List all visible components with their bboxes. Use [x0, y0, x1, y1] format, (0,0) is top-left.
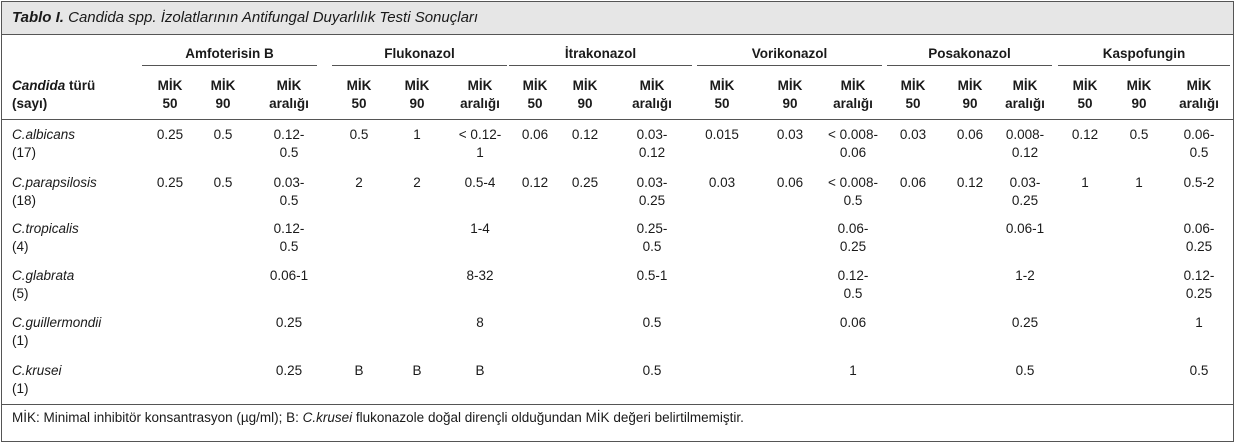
footnote-part1: MİK: Minimal inhibitör konsantrasyon (µg/ml); B:	[12, 410, 303, 425]
sub-header: aralığı	[460, 96, 500, 111]
mik-50-value: 0.25	[156, 127, 184, 142]
mik-range-value: 0.5-1	[636, 268, 668, 283]
mik-range-value: 1-4	[470, 221, 490, 236]
group-header: Kaspofungin	[1102, 46, 1186, 61]
mik-range-value: 0.5	[1189, 363, 1209, 378]
mik-range-value: 1	[849, 363, 857, 378]
mik-range-value: 0.03-	[273, 175, 305, 190]
species-count: (17)	[12, 145, 37, 160]
sub-header: MİK	[346, 78, 372, 93]
group-underline	[332, 65, 507, 66]
mik-range-value: 0.12-	[273, 221, 305, 236]
mik-50-value: B	[354, 363, 364, 378]
group-underline	[509, 65, 692, 66]
mik-range-value: 0.12	[638, 145, 666, 160]
mik-range-value: 0.5	[843, 193, 863, 208]
species-count: (1)	[12, 381, 29, 396]
mik-50-value: 2	[355, 175, 363, 190]
mik-range-value: 0.5	[279, 145, 299, 160]
mik-range-value: 8-32	[466, 268, 494, 283]
footnote-italic: C.krusei	[302, 410, 353, 425]
mik-50-value: 0.06	[521, 127, 549, 142]
species-name: C.glabrata	[12, 268, 75, 283]
mik-range-value: 0.008-	[1005, 127, 1045, 142]
sub-header: 50	[162, 96, 178, 111]
species-count: (5)	[12, 286, 29, 301]
sub-header: MİK	[900, 78, 926, 93]
mik-50-value: 0.03	[708, 175, 736, 190]
mik-range-value: < 0.008-	[828, 175, 878, 190]
mik-range-value: < 0.12-	[458, 127, 502, 142]
sub-header: MİK	[276, 78, 302, 93]
footnote	[12, 410, 744, 425]
title-band	[2, 2, 1233, 35]
sub-header: 90	[1131, 96, 1147, 111]
mik-range-value: 0.5	[642, 239, 662, 254]
group-header: Amfoterisin B	[185, 46, 274, 61]
mik-range-value: 0.5	[1015, 363, 1035, 378]
mik-50-value: 1	[1081, 175, 1089, 190]
mik-range-value: 0.25	[1185, 239, 1213, 254]
mik-90-value: 0.25	[571, 175, 599, 190]
sub-header: MİK	[467, 78, 493, 93]
mik-90-value: 0.06	[956, 127, 984, 142]
sub-header: 90	[215, 96, 231, 111]
mik-range-value: 0.06	[839, 145, 867, 160]
sub-header: aralığı	[1005, 96, 1045, 111]
mik-range-value: 0.03-	[636, 127, 668, 142]
group-underline	[142, 65, 317, 66]
group-header: Vorikonazol	[751, 46, 828, 61]
sub-header: MİK	[639, 78, 665, 93]
sub-header: 50	[1077, 96, 1093, 111]
sub-header: MİK	[840, 78, 866, 93]
mik-range-value: 0.25	[275, 363, 303, 378]
species-name: C.parapsilosis	[12, 175, 97, 190]
species-header-count: (sayı)	[12, 96, 48, 111]
sub-header: MİK	[572, 78, 598, 93]
sub-header: 50	[714, 96, 730, 111]
mik-50-value: 0.015	[705, 127, 739, 142]
mik-90-value: 0.03	[776, 127, 804, 142]
sub-header: MİK	[1012, 78, 1038, 93]
group-underline	[887, 65, 1052, 66]
mik-range-value: 0.25-	[636, 221, 668, 236]
mik-range-value: 1	[1195, 315, 1203, 330]
footnote-part2: flukonazole doğal dirençli olduğundan MİK değeri belirtilmemiştir.	[352, 410, 744, 425]
mik-range-value: 0.5	[279, 193, 299, 208]
header-divider	[2, 119, 1233, 120]
mik-range-value: 0.5	[843, 286, 863, 301]
species-name: C.albicans	[12, 127, 76, 142]
species-name: C.guillermondii	[12, 315, 102, 330]
mik-range-value: < 0.008-	[828, 127, 878, 142]
mik-range-value: 0.25	[1011, 315, 1039, 330]
mik-range-value: 0.06	[839, 315, 867, 330]
mik-range-value: 0.12	[1011, 145, 1039, 160]
group-header: Flukonazol	[384, 46, 455, 61]
sub-header: MİK	[404, 78, 430, 93]
mik-range-value: 0.5	[642, 363, 662, 378]
table-title	[12, 9, 478, 26]
mik-50-value: 0.03	[899, 127, 927, 142]
mik-90-value: 0.12	[956, 175, 984, 190]
mik-range-value: 0.12-	[273, 127, 305, 142]
mik-range-value: 8	[476, 315, 484, 330]
sub-header: MİK	[957, 78, 983, 93]
mik-90-value: 2	[413, 175, 421, 190]
mik-range-value: 0.25	[275, 315, 303, 330]
mik-90-value: 0.5	[213, 175, 233, 190]
sub-header: 90	[409, 96, 425, 111]
group-underline	[697, 65, 882, 66]
mik-range-value: 0.06-	[1183, 127, 1215, 142]
species-name: C.tropicalis	[12, 221, 79, 236]
mik-range-value: 0.06-	[837, 221, 869, 236]
mik-range-value: 0.5	[1189, 145, 1209, 160]
sub-header: aralığı	[269, 96, 309, 111]
sub-header: MİK	[1072, 78, 1098, 93]
mik-range-value: 0.25	[638, 193, 666, 208]
species-count: (1)	[12, 333, 29, 348]
mik-50-value: 0.06	[899, 175, 927, 190]
species-count: (18)	[12, 193, 37, 208]
mik-50-value: 0.12	[521, 175, 549, 190]
species-count: (4)	[12, 239, 29, 254]
sub-header: 90	[962, 96, 978, 111]
mik-range-value: 0.03-	[636, 175, 668, 190]
table-bottom-line	[2, 404, 1233, 405]
mik-range-value: 0.06-1	[269, 268, 309, 283]
group-header: Posakonazol	[928, 46, 1011, 61]
mik-90-value: 1	[413, 127, 421, 142]
mik-range-value: 0.5	[279, 239, 299, 254]
species-header-italic: Candida	[12, 78, 66, 93]
sub-header: aralığı	[632, 96, 672, 111]
sub-header: MİK	[522, 78, 548, 93]
mik-50-value: 0.25	[156, 175, 184, 190]
sub-header: MİK	[709, 78, 735, 93]
mik-90-value: B	[412, 363, 422, 378]
table-title-text: Candida spp. İzolatlarının Antifungal Duyarlılık Testi Sonuçları	[68, 9, 479, 26]
sub-header: MİK	[157, 78, 183, 93]
mik-50-value: 0.12	[1071, 127, 1099, 142]
mik-range-value: 0.06-1	[1005, 221, 1045, 236]
mik-90-value: 0.06	[776, 175, 804, 190]
sub-header: MİK	[1186, 78, 1212, 93]
sub-header: MİK	[210, 78, 236, 93]
sub-header: 50	[527, 96, 543, 111]
sub-header: 90	[577, 96, 593, 111]
mik-range-value: 0.25	[1011, 193, 1039, 208]
sub-header: MİK	[777, 78, 803, 93]
mik-90-value: 0.5	[213, 127, 233, 142]
mik-90-value: 0.12	[571, 127, 599, 142]
sub-header: MİK	[1126, 78, 1152, 93]
mik-90-value: 1	[1135, 175, 1143, 190]
group-header: İtrakonazol	[564, 46, 637, 61]
sub-header: aralığı	[833, 96, 873, 111]
mik-50-value: 0.5	[349, 127, 369, 142]
sub-header: 50	[351, 96, 367, 111]
mik-range-value: 0.5-4	[464, 175, 496, 190]
mik-range-value: 0.12-	[1183, 268, 1215, 283]
group-underline	[1058, 65, 1230, 66]
sub-header: aralığı	[1179, 96, 1219, 111]
sub-header: 50	[905, 96, 921, 111]
mik-range-value: 0.06-	[1183, 221, 1215, 236]
mik-range-value: 1	[476, 145, 484, 160]
mik-range-value: 0.12-	[837, 268, 869, 283]
mik-range-value: 0.25	[1185, 286, 1213, 301]
species-name: C.krusei	[12, 363, 62, 378]
sub-header: 90	[782, 96, 798, 111]
mik-range-value: B	[475, 363, 485, 378]
mik-range-value: 0.5-2	[1183, 175, 1215, 190]
mik-90-value: 0.5	[1129, 127, 1149, 142]
species-header: Candida türü	[12, 78, 96, 93]
mik-range-value: 0.5	[642, 315, 662, 330]
mik-range-value: 0.25	[839, 239, 867, 254]
mik-range-value: 1-2	[1015, 268, 1035, 283]
table-label: Tablo I.	[12, 9, 64, 26]
mik-range-value: 0.03-	[1009, 175, 1041, 190]
table-frame	[1, 1, 1234, 442]
